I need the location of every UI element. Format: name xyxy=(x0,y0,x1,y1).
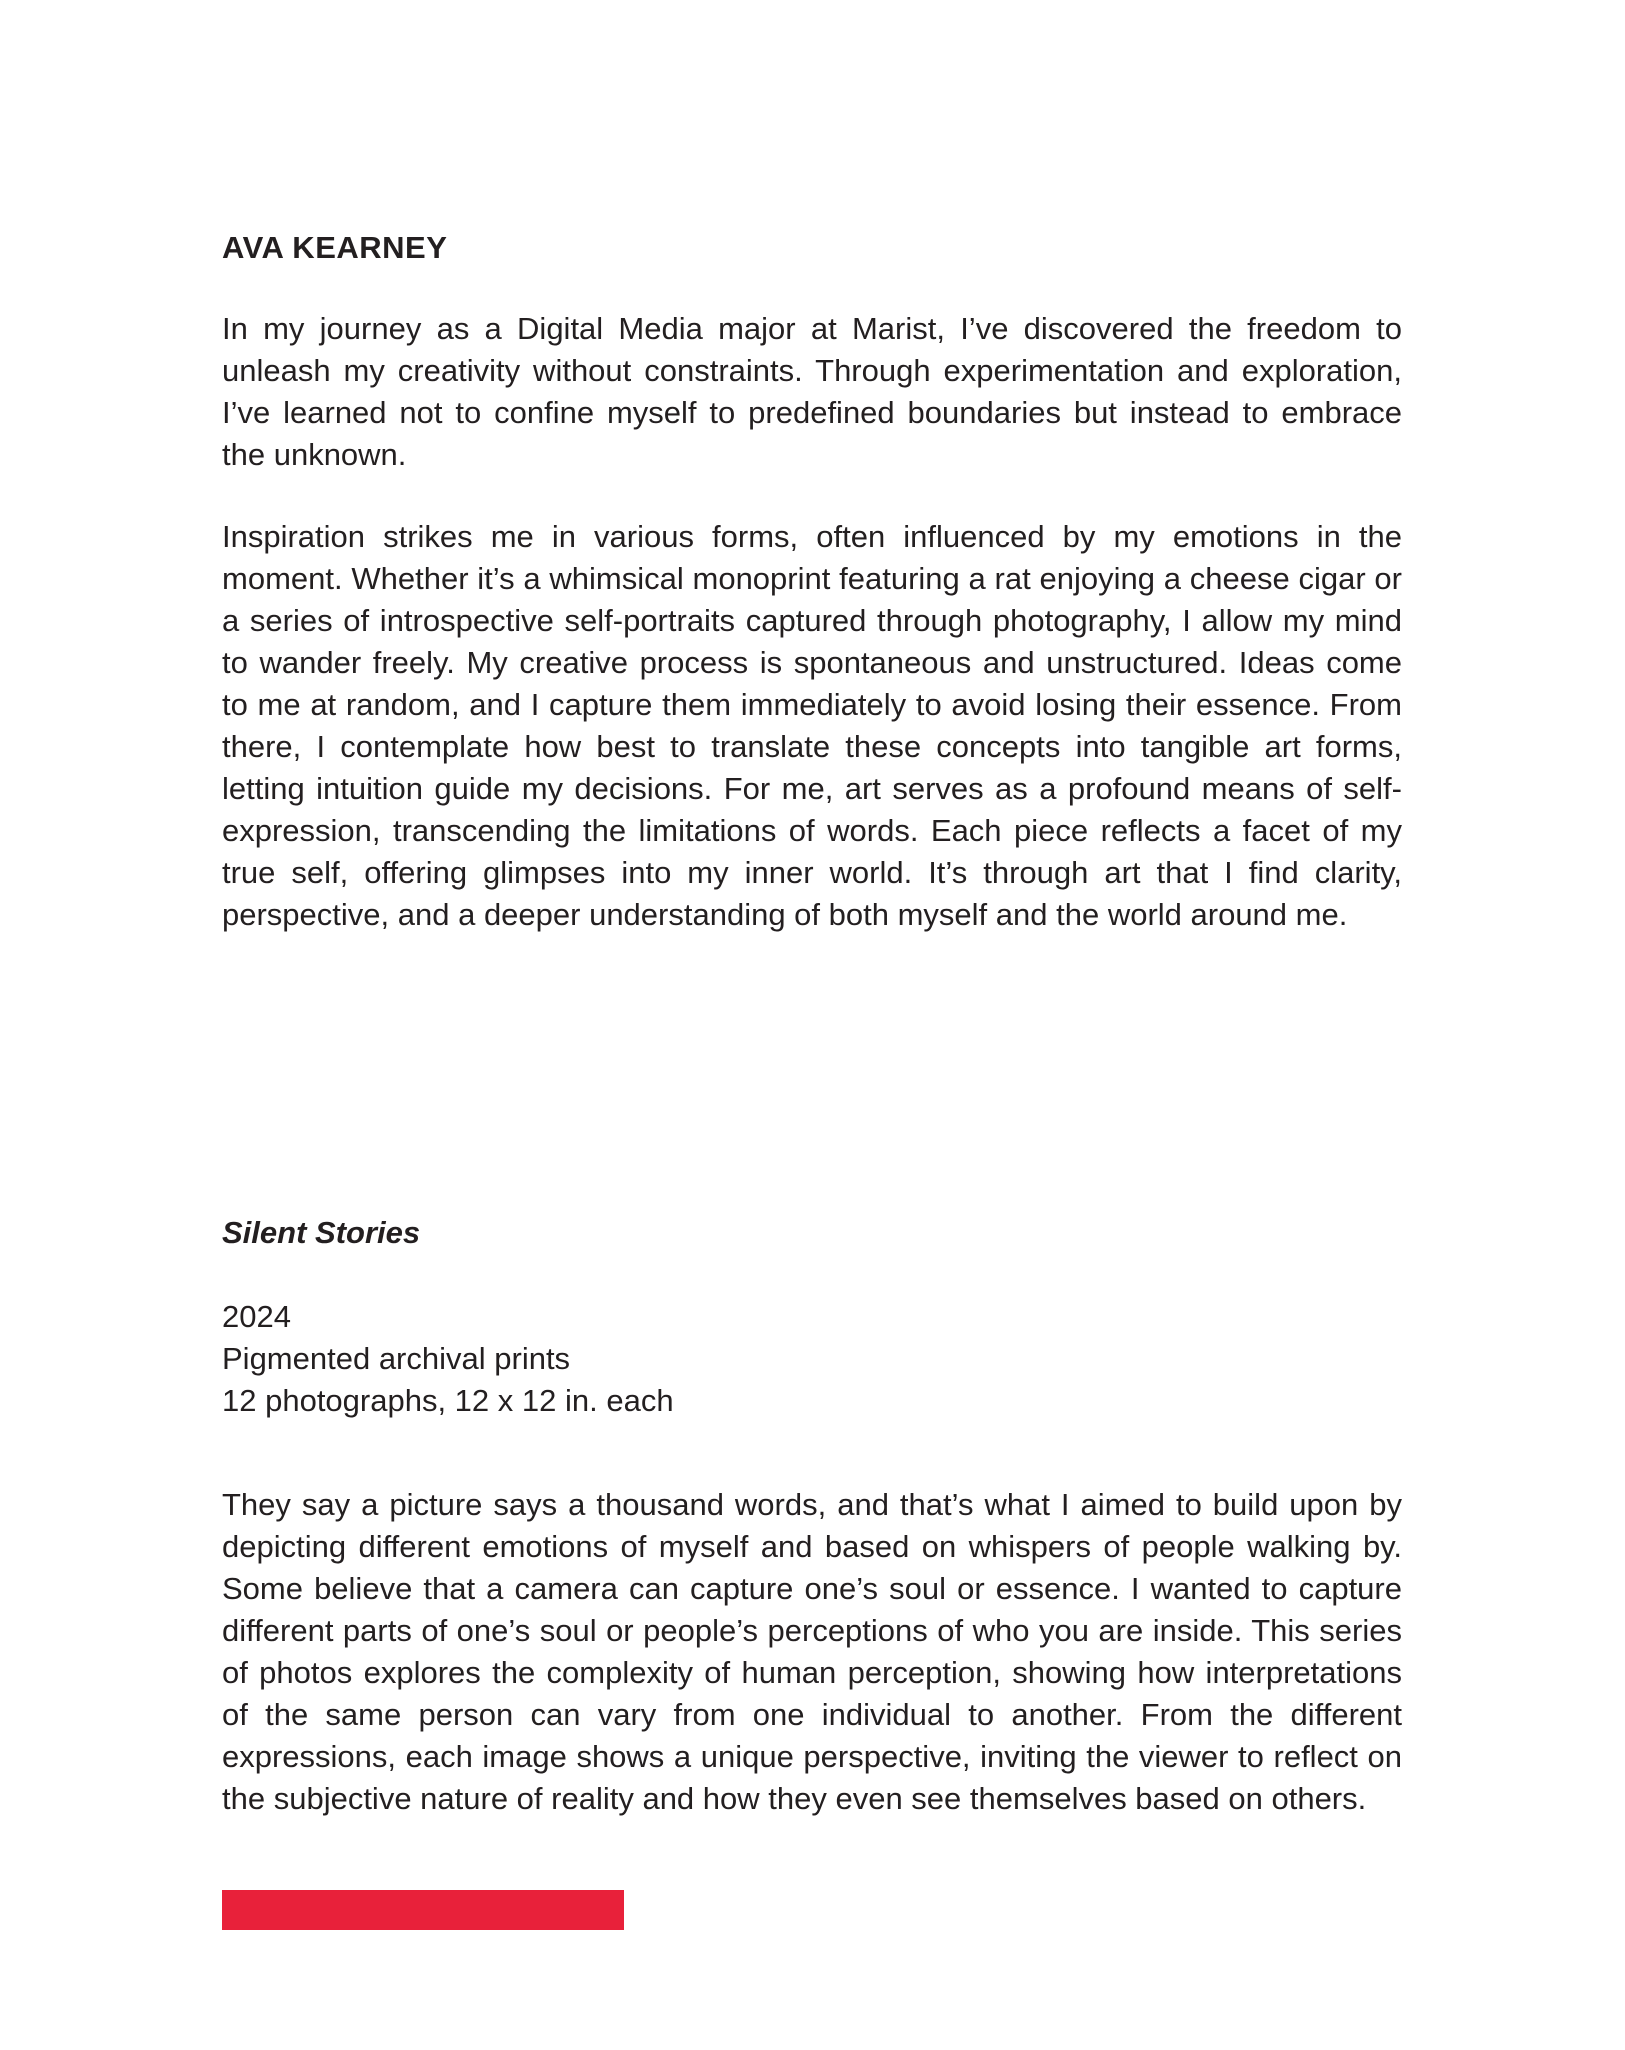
work-year: 2024 xyxy=(222,1299,291,1334)
artist-name: AVA KEARNEY xyxy=(222,230,448,265)
work-description: They say a picture says a thousand words, and that’s what I aimed to build upon by depicting different emotions of myself and based on whispers of people walking by. Some believe that a camera can capture one’s soul or essence. I wanted to capture different parts of one’s soul or people’s perceptions of who you are inside. This series of photos explores the complexity of human perception, showing how interpretations of the same person can vary from one individual to another. From the different expressions, each image shows a unique perspective, inviting the viewer to reflect on the subjective nature of reality and how they even see themselves based on others. xyxy=(222,1487,1402,1816)
work-medium: Pigmented archival prints xyxy=(222,1341,571,1376)
statement-paragraph-1: In my journey as a Digital Media major at Marist, I’ve discovered the freedom to unleash my creativity without constraints. Through experimentation and exploration, I’ve learned not to confine myself to predefined boundaries but instead to embrace the unknown. xyxy=(222,311,1402,472)
page-content xyxy=(222,228,1402,1816)
statement-paragraph-2: Inspiration strikes me in various forms, often influenced by my emotions in the moment. Whether it’s a whimsical monoprint featuring a rat enjoying a cheese cigar or a series of introspective self-portraits captured through photography, I allow my mind to wander freely. My creative process is spontaneous and unstructured. Ideas come to me at random, and I capture them immediately to avoid losing their essence. From there, I contemplate how best to translate these concepts into tangible art forms, letting intuition guide my decisions. For me, art serves as a profound means of self-expression, transcending the limitations of words. Each piece reflects a facet of my true self, offering glimpses into my inner world. It’s through art that I find clarity, perspective, and a deeper understanding of both myself and the world around me. xyxy=(222,519,1402,932)
work-dimensions: 12 photographs, 12 x 12 in. each xyxy=(222,1383,674,1418)
red-accent-bar xyxy=(222,1890,624,1930)
work-details xyxy=(222,1296,674,1422)
work-title: Silent Stories xyxy=(222,1215,421,1250)
